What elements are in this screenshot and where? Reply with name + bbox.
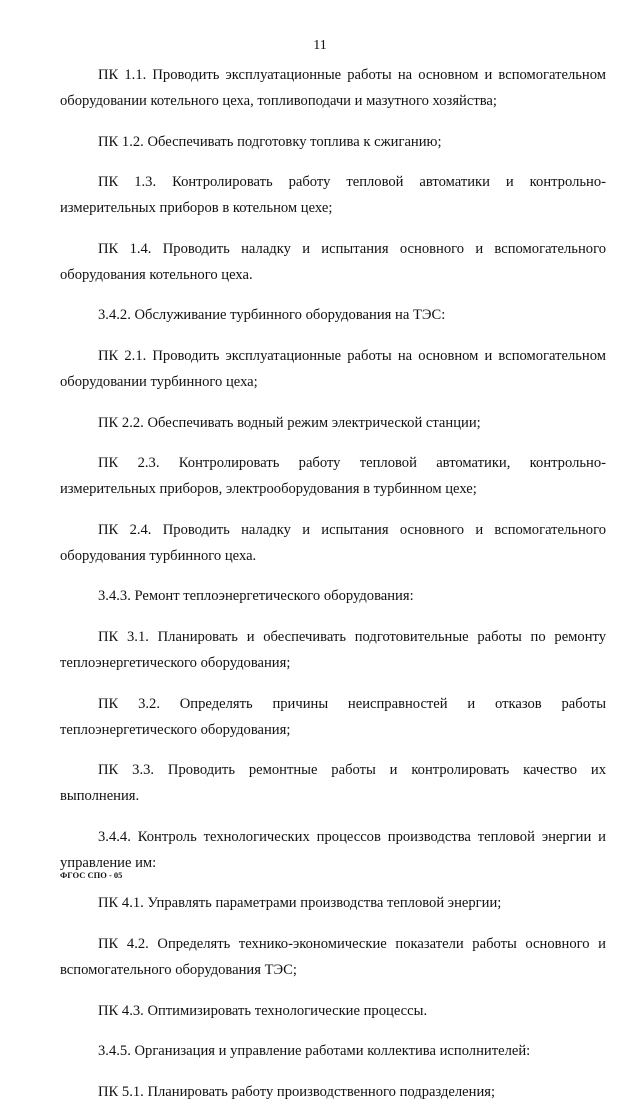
paragraph-pk-3-1: ПК 3.1. Планировать и обеспечивать подготовительные работы по ремонту теплоэнергетического оборудования; [60,628,606,671]
paragraph-pk-1-4: ПК 1.4. Проводить наладку и испытания основного и вспомогательного оборудования котельного цеха. [60,240,606,283]
paragraph-pk-2-2: ПК 2.2. Обеспечивать водный режим электрической станции; [98,414,481,431]
section-heading-3-4-2: 3.4.2. Обслуживание турбинного оборудования на ТЭС: [98,307,446,324]
page-number: 11 [313,38,327,53]
paragraph-pk-2-1: ПК 2.1. Проводить эксплуатационные работы на основном и вспомогательном оборудовании турбинного цеха; [60,347,606,390]
paragraph-pk-1-1: ПК 1.1. Проводить эксплуатационные работы на основном и вспомогательном оборудовании котельного цеха, топливоподачи и мазутного хозяйства; [60,67,606,109]
paragraph-pk-2-3: ПК 2.3. Контролировать работу тепловой автоматики, контрольно-измерительных приборов, электрооборудования в турбинном цехе; [60,455,606,498]
document-body [60,62,606,1118]
paragraph-pk-4-2: ПК 4.2. Определять технико-экономические показатели работы основного и вспомогательного оборудования ТЭС; [60,935,606,978]
paragraph-pk-5-1: ПК 5.1. Планировать работу производственного подразделения; [98,1083,496,1100]
paragraph-pk-3-3: ПК 3.3. Проводить ремонтные работы и контролировать качество их выполнения. [60,762,606,805]
section-heading-3-4-5: 3.4.5. Организация и управление работами коллектива исполнителей: [98,1043,531,1060]
paragraph-pk-1-2: ПК 1.2. Обеспечивать подготовку топлива к сжиганию; [98,133,442,150]
section-heading-3-4-4: 3.4.4. Контроль технологических процессов производства тепловой энергии и управление им: [60,828,606,871]
paragraph-pk-2-4: ПК 2.4. Проводить наладку и испытания основного и вспомогательного оборудования турбинного цеха. [60,521,606,564]
footer-label: ФГОС СПО - 05 [60,870,123,880]
paragraph-pk-3-2: ПК 3.2. Определять причины неисправностей и отказов работы теплоэнергетического оборудования; [60,695,606,738]
paragraph-pk-4-3: ПК 4.3. Оптимизировать технологические процессы. [98,1002,428,1019]
paragraph-pk-4-1: ПК 4.1. Управлять параметрами производства тепловой энергии; [98,895,502,912]
paragraph-pk-1-3: ПК 1.3. Контролировать работу тепловой автоматики и контрольно-измерительных приборов в котельном цехе; [60,174,606,217]
section-heading-3-4-3: 3.4.3. Ремонт теплоэнергетического оборудования: [98,588,414,605]
